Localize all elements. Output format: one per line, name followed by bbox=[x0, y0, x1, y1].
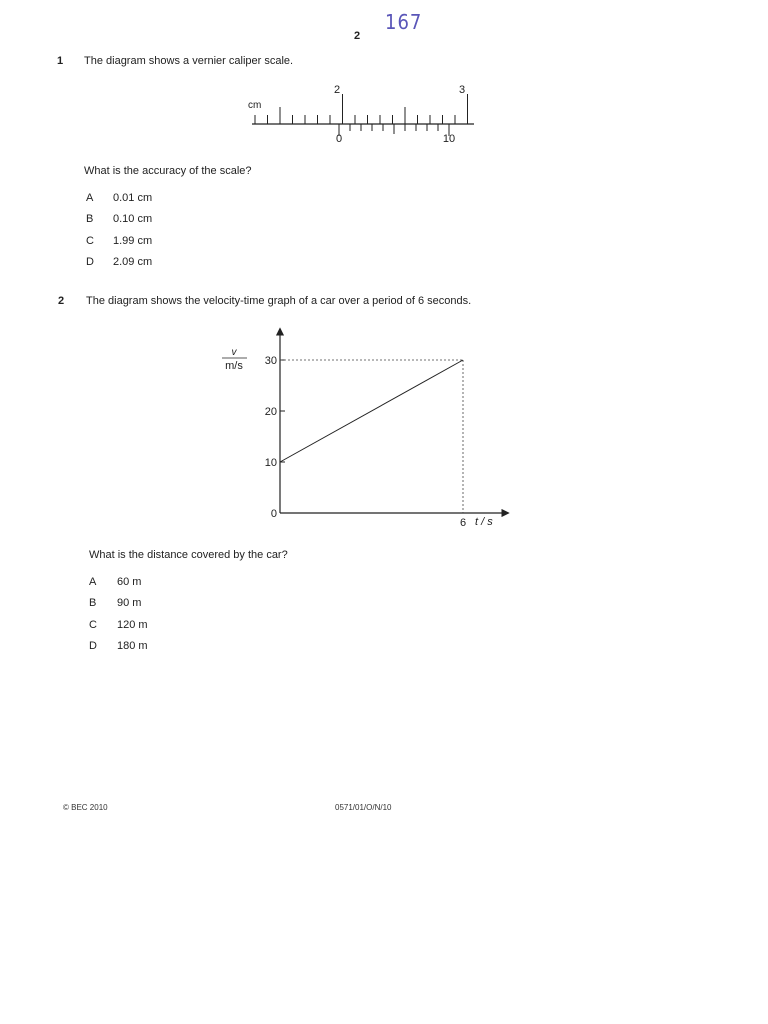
q2-question: What is the distance covered by the car? bbox=[89, 549, 288, 561]
x-axis-label: t / s bbox=[475, 516, 493, 528]
footer-paper-code: 0571/01/O/N/10 bbox=[335, 803, 392, 812]
velocity-time-graph bbox=[210, 325, 520, 535]
main-scale-ticks bbox=[255, 94, 468, 124]
q1-option-d-text: 2.09 cm bbox=[113, 256, 153, 268]
footer-copyright: © BEC 2010 bbox=[63, 803, 108, 812]
y-tick-label: 0 bbox=[270, 508, 277, 520]
vernier-label-10: 10 bbox=[442, 133, 456, 145]
main-label-2: 2 bbox=[333, 84, 341, 96]
dashed-guides bbox=[280, 360, 463, 513]
q2-option-a-text: 60 m bbox=[117, 576, 142, 588]
vernier-scale-diagram bbox=[240, 80, 490, 150]
q2-option-d-text: 180 m bbox=[117, 640, 148, 652]
scale-unit-label: cm bbox=[248, 100, 262, 111]
main-label-3: 3 bbox=[458, 84, 466, 96]
q1-option-c-letter: C bbox=[86, 235, 94, 247]
page-number: 2 bbox=[354, 30, 361, 42]
q2-number: 2 bbox=[58, 295, 65, 307]
q2-option-b-text: 90 m bbox=[117, 597, 142, 609]
y-tick-label: 30 bbox=[264, 355, 277, 367]
q1-option-b-letter: B bbox=[86, 213, 94, 225]
x-tick-label: 6 bbox=[459, 517, 467, 529]
q2-option-d-letter: D bbox=[89, 640, 97, 652]
velocity-series-line bbox=[280, 360, 463, 462]
y-axis-label-denominator: m/s bbox=[225, 360, 243, 372]
y-ticks bbox=[265, 355, 285, 520]
q1-question: What is the accuracy of the scale? bbox=[84, 165, 252, 177]
x-ticks bbox=[460, 517, 466, 529]
q2-option-c-letter: C bbox=[89, 619, 97, 631]
q1-stem: The diagram shows a vernier caliper scale. bbox=[84, 55, 294, 67]
y-tick-label: 20 bbox=[264, 406, 277, 418]
q2-option-a-letter: A bbox=[89, 576, 97, 588]
q1-option-d-letter: D bbox=[86, 256, 94, 268]
vernier-scale-ticks bbox=[339, 124, 449, 136]
q1-option-a-text: 0.01 cm bbox=[113, 192, 153, 204]
y-axis-label-numerator: v bbox=[231, 347, 237, 358]
q1-number: 1 bbox=[57, 55, 64, 67]
q2-option-c-text: 120 m bbox=[117, 619, 148, 631]
y-tick-label: 10 bbox=[264, 457, 277, 469]
q1-option-a-letter: A bbox=[86, 192, 94, 204]
handwritten-note: 167 bbox=[385, 10, 423, 35]
q2-stem: The diagram shows the velocity-time graph of a car over a period of 6 seconds. bbox=[86, 295, 472, 307]
q1-option-b-text: 0.10 cm bbox=[113, 213, 153, 225]
q2-option-b-letter: B bbox=[89, 597, 97, 609]
q1-option-c-text: 1.99 cm bbox=[113, 235, 153, 247]
vernier-label-0: 0 bbox=[335, 133, 343, 145]
